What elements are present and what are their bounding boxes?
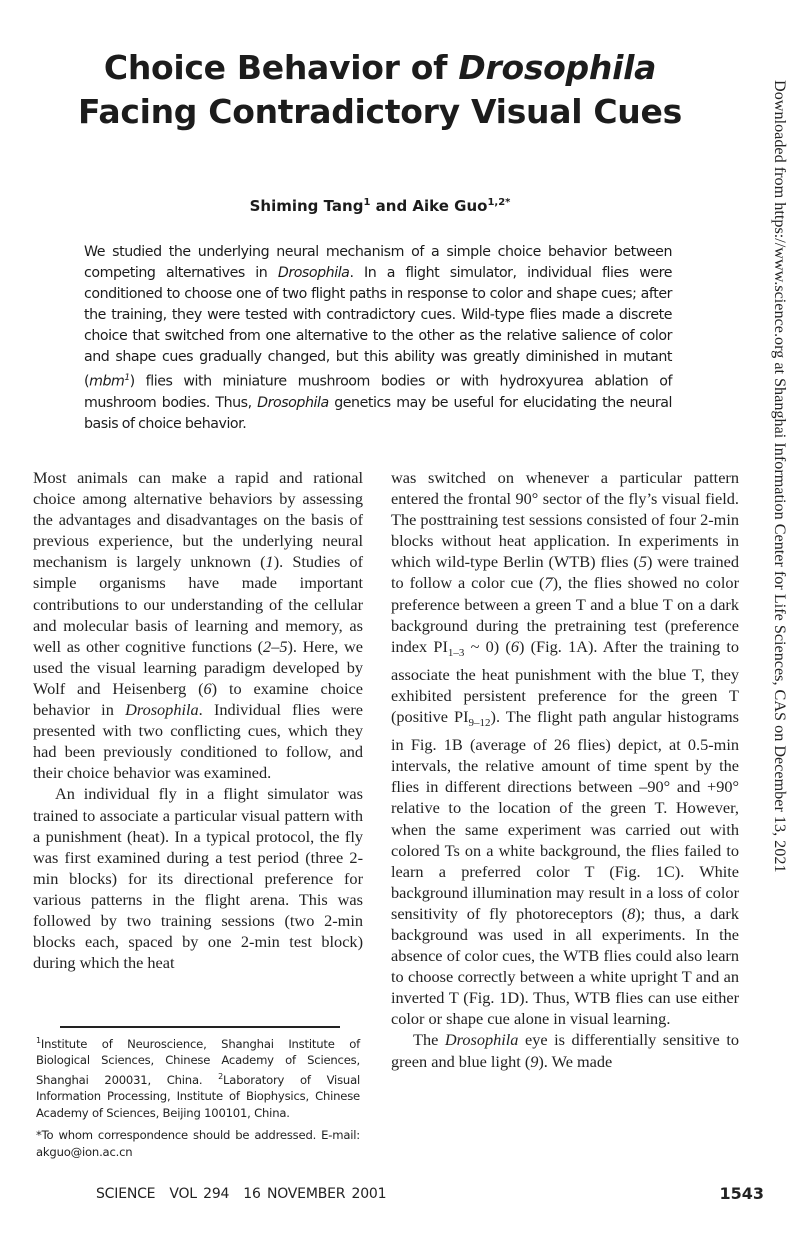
reference-citation[interactable]: 2–5 (263, 636, 288, 656)
journal-footer (96, 1186, 400, 1202)
download-notice: Downloaded from https://www.science.org at Shanghai Information Center for Life Sciences, CAS on December 13, 2021 (771, 80, 789, 873)
journal-date: 16 NOVEMBER 2001 (243, 1186, 387, 1202)
body-paragraph: was switched on whenever a particular pattern entered the frontal 90° sector of the fly’s visual field. The posttraining test sessions consisted of four 2-min blocks without heat application. In experiments in which wild-type Berlin (WTB) flies (5) were trained to follow a color cue (7), the flies showed no color preference between a green T and a blue T on a dark background during the pretraining test (preference index $PI_{1-3}$ ~ 0) (6) (Fig. 1A). After the training to associate the heat punishment with the blue T, they exhibited persistent preference for the green T (positive $PI_{9-12}$). The flight path angular histograms in Fig. 1B (average of 26 flies) depict, at 0.5-min intervals, the relative amount of time spent by the flies in different directions between –90° and +90° relative to the location of the green T. However, when the same experiment was carried out with colored Ts on a white background, the flies failed to learn a preferred color T (Fig. 1C). White background illumination may result in a loss of color sensitivity of fly photoreceptors (8); thus, a dark background was used in all experiments. In the absence of color cues, the WTB flies could also learn to choose correctly between a white upright T and an inverted T (Fig. 1D). Thus, WTB flies can use either color or shape cue alone in visual learning. (391, 468, 739, 1029)
author-line: Shiming Tang$^1$ and Aike Guo$^{1,2*}$ (249, 197, 511, 215)
footnote-divider (60, 1026, 340, 1028)
body-column-left (33, 467, 363, 973)
body-paragraph: The Drosophila eye is differentially sensitive to green and blue light (9). We made (391, 1030, 739, 1071)
reference-citation[interactable]: 5 (638, 552, 647, 572)
body-paragraph: An individual fly in a flight simulator was trained to associate a particular visual pattern with a punishment (heat). In a typical protocol, the fly was first examined during a test period (three 2-min blocks) for its directional preference for various patterns in the flight arena. This was followed by two training sessions (two 2-min blocks each, spaced by one 2-min test block) during which the heat (33, 784, 363, 973)
reference-citation[interactable]: 1 (265, 552, 274, 572)
body-column-right (391, 467, 739, 1072)
body-paragraph: Most animals can make a rapid and rational choice among alternative behaviors by assessing the advantages and disadvantages on the basis of previous experience, but the underlying neural mechanism is largely unknown (1). Studies of simple organisms have made important contributions to our understanding of the cellular and molecular basis of learning and memory, as well as other cognitive functions (2–5). Here, we used the visual learning paradigm developed by Wolf and Heisenberg (6) to examine choice behavior in Drosophila. Individual flies were presented with two conflicting cues, which they had been previously conditioned to follow, and their choice behavior was examined. (33, 468, 364, 783)
reference-citation[interactable]: 8 (627, 903, 636, 923)
reference-citation[interactable]: 6 (203, 678, 212, 698)
affiliations: $^1$Institute of Neuroscience, Shanghai Institute of Biological Sciences, Chinese Academy of Sciences, Shanghai 200031, China. $^2$Laboratory of Visual Information Processing, Institute of Biophysics, Chinese Academy of Sciences, Beijing 100101, China. (36, 1036, 360, 1120)
footnotes (36, 1033, 360, 1166)
article-title: Choice Behavior of Drosophila Facing Contradictory Visual Cues (78, 48, 682, 131)
reference-citation[interactable]: 7 (544, 573, 553, 593)
correspondence-note: *To whom correspondence should be addressed. E-mail: akguo@ion.ac.cn (36, 1128, 360, 1159)
journal-name: SCIENCE (96, 1186, 156, 1202)
abstract: We studied the underlying neural mechanism of a simple choice behavior between competing alternatives in Drosophila. In a flight simulator, individual flies were conditioned to choose one of two flight paths in response to color and shape cues; after the training, they were tested with contradictory cues. Wild-type flies made a discrete choice that switched from one alternative to the other as the relative salience of color and shape cues gradually changed, but this ability was greatly diminished in mutant (mbm$^1$) flies with miniature mushroom bodies or with hydroxyurea ablation of mushroom bodies. Thus, Drosophila genetics may be useful for elucidating the neural basis of choice behavior. (84, 244, 672, 432)
author-name: Aike Guo (412, 197, 488, 215)
page-number: 1543 (719, 1184, 764, 1203)
author-name: Shiming Tang (249, 197, 364, 215)
reference-citation[interactable]: 6 (510, 636, 519, 656)
journal-volume: VOL 294 (169, 1186, 230, 1202)
reference-citation[interactable]: 9 (530, 1051, 539, 1071)
title-species-italic: Drosophila (458, 48, 657, 87)
